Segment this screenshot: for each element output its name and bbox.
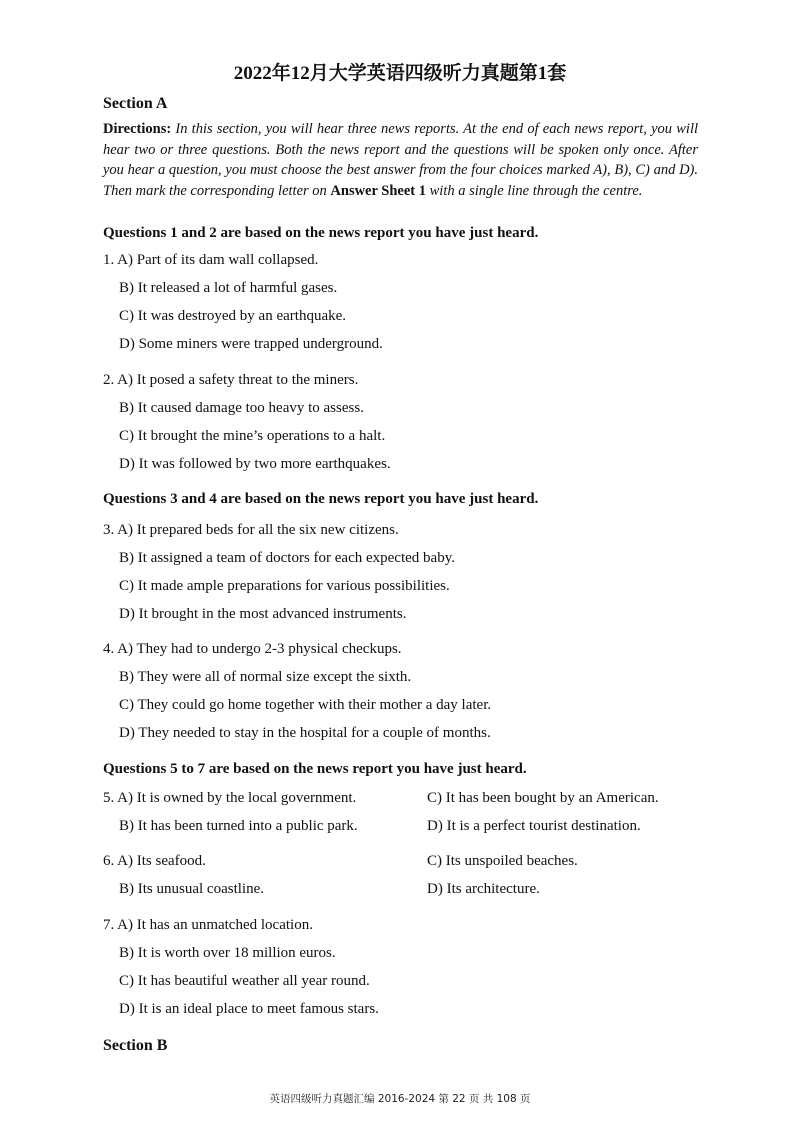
directions — [103, 119, 698, 201]
directions-text-2: with a single line through the centre. — [426, 182, 643, 199]
q1-option-d: D) Some miners were trapped underground. — [119, 336, 383, 352]
q4-option-c: C) They could go home together with their mother a day later. — [119, 697, 492, 713]
question-group-heading-3: Questions 5 to 7 are based on the news report you have just heard. — [103, 761, 527, 777]
q7-option-c: C) It has beautiful weather all year round. — [119, 973, 370, 989]
q5-option-d: D) It is a perfect tourist destination. — [427, 818, 641, 834]
q5-option-a: 5. A) It is owned by the local government. — [103, 790, 357, 806]
directions-text-1: In this section, you will hear three news reports. At the end of each news report, you will hear two or three questions. Both the news report and the questions will be spoken only once. After you hear a question, you must choose the best answer from the four choices marked A), B), C) and D). Then mark the corresponding letter on — [103, 121, 698, 199]
answer-sheet-label: Answer Sheet 1 — [330, 182, 426, 199]
q2-option-b: B) It caused damage too heavy to assess. — [119, 400, 364, 416]
q6-option-a: 6. A) Its seafood. — [103, 853, 206, 869]
q6-option-b: B) Its unusual coastline. — [119, 881, 264, 897]
directions-label: Directions: — [103, 121, 172, 137]
question-group-heading-1: Questions 1 and 2 are based on the news report you have just heard. — [103, 225, 539, 241]
q5-option-c: C) It has been bought by an American. — [427, 790, 659, 806]
q5-option-b: B) It has been turned into a public park. — [119, 818, 358, 834]
section-a-heading: Section A — [103, 95, 168, 112]
q6-option-d: D) Its architecture. — [427, 881, 540, 897]
q6-option-c: C) Its unspoiled beaches. — [427, 853, 578, 869]
question-group-heading-2: Questions 3 and 4 are based on the news report you have just heard. — [103, 491, 539, 507]
q1-option-b: B) It released a lot of harmful gases. — [119, 280, 338, 296]
q2-option-c: C) It brought the mine’s operations to a halt. — [119, 428, 386, 444]
q7-option-a: 7. A) It has an unmatched location. — [103, 917, 313, 933]
q7-option-d: D) It is an ideal place to meet famous stars. — [119, 1001, 379, 1017]
q4-option-b: B) They were all of normal size except the sixth. — [119, 669, 412, 685]
page-footer: 英语四级听力真题汇编 2016-2024 第 22 页 共 108 页 — [269, 1093, 531, 1105]
q3-option-a: 3. A) It prepared beds for all the six new citizens. — [103, 522, 399, 538]
q4-option-d: D) They needed to stay in the hospital for a couple of months. — [119, 725, 491, 741]
q3-option-b: B) It assigned a team of doctors for each expected baby. — [119, 550, 455, 566]
q1-option-a: 1. A) Part of its dam wall collapsed. — [103, 252, 319, 268]
q4-option-a: 4. A) They had to undergo 2-3 physical checkups. — [103, 641, 402, 657]
page-title: 2022年12月大学英语四级听力真题第1套 — [233, 63, 567, 84]
section-b-heading: Section B — [103, 1037, 168, 1054]
q1-option-c: C) It was destroyed by an earthquake. — [119, 308, 347, 324]
q2-option-a: 2. A) It posed a safety threat to the miners. — [103, 372, 359, 388]
q2-option-d: D) It was followed by two more earthquakes. — [119, 456, 391, 472]
q7-option-b: B) It is worth over 18 million euros. — [119, 945, 336, 961]
q3-option-d: D) It brought in the most advanced instruments. — [119, 606, 407, 622]
q3-option-c: C) It made ample preparations for various possibilities. — [119, 578, 450, 594]
